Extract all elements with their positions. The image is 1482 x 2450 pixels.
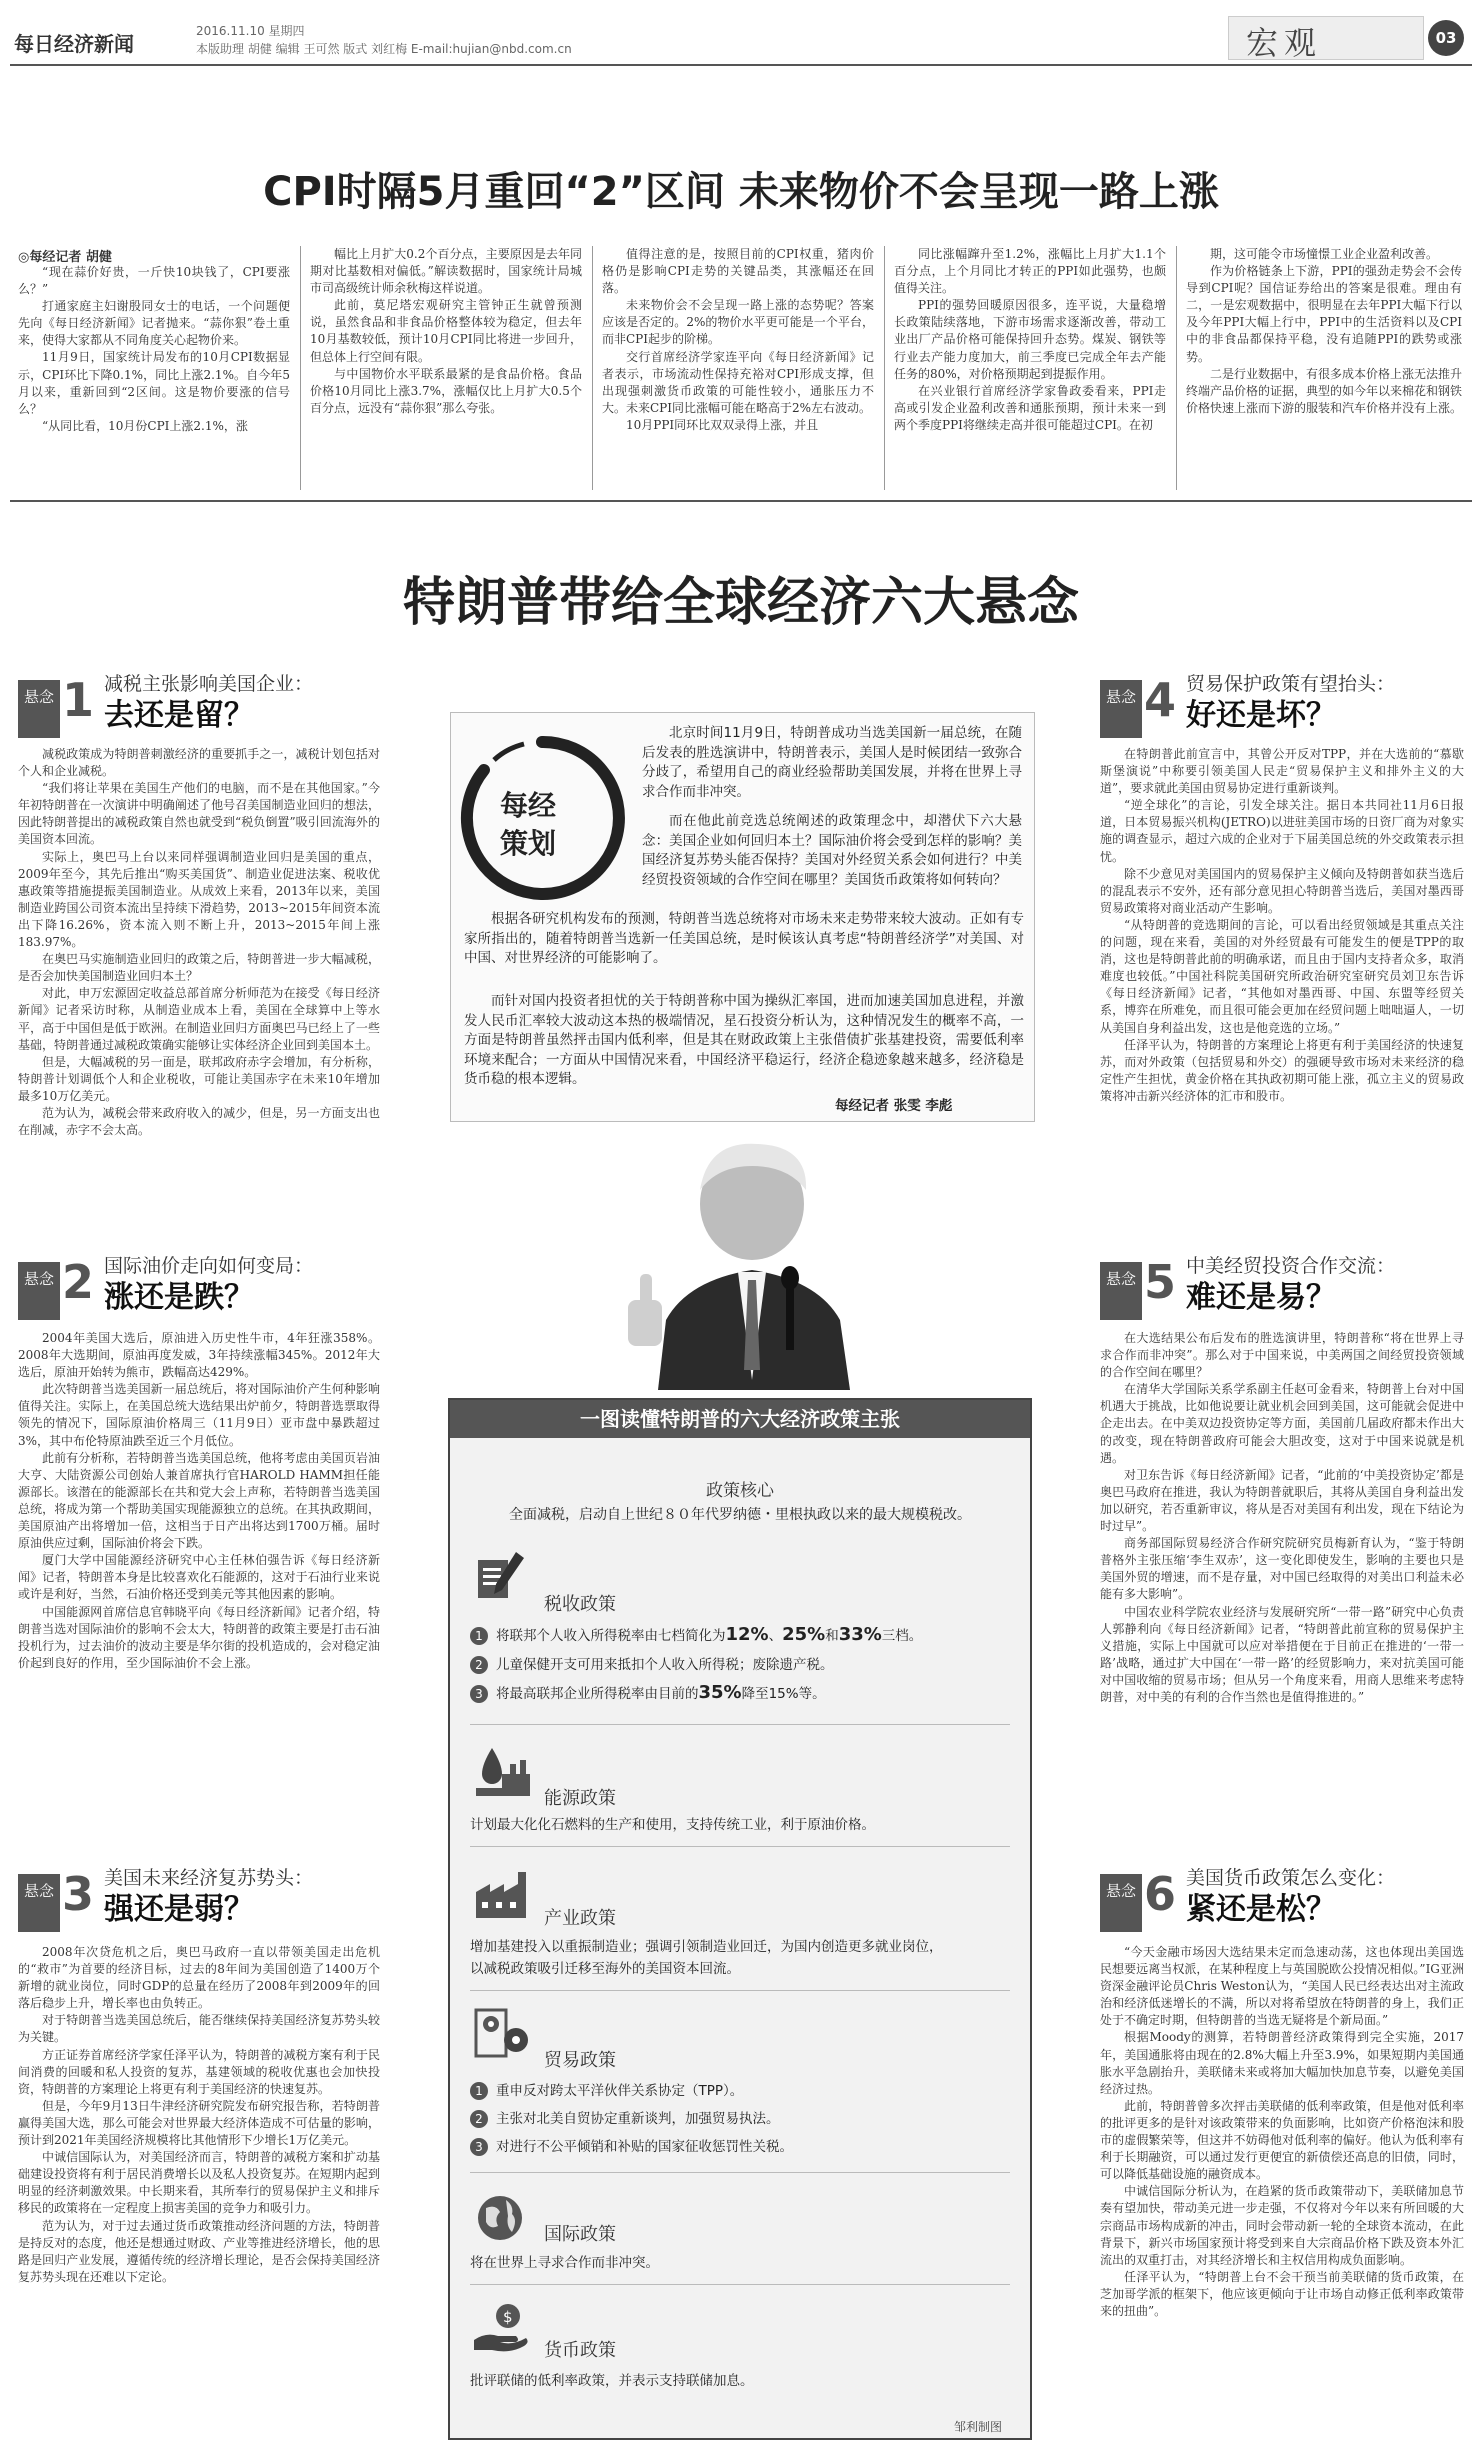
sec4-number: 4 — [1144, 673, 1177, 727]
sec1-subtitle: 去还是留？ — [104, 698, 254, 733]
industry-policy-label: 产业政策 — [544, 1908, 616, 1929]
infobox-credit: 邹利制图 — [954, 2420, 1003, 2434]
sec6-number: 6 — [1144, 1867, 1177, 1921]
section-name: 宏观 — [1246, 24, 1323, 62]
cpi-col-5: 期，这可能令市场憧憬工业企业盈利改善。 作为价格链条上下游，PPI的强劲走势会不会传导到CPI呢？国信证券给出的答案是很难。理由有二，一是宏观数据中，很明显在去年PPI大幅下行以及今年PPI大幅上行中，PPI中的生活资料以及CPI中的非食品都保持平稳，没有追随PPI的跌势或涨势。 二是行业数据中，有很多成本价格上涨无法推升终端产品价格的证据，典型的如今年以来棉花和钢铁价格快速上涨而下游的服装和汽车价格并没有上涨。 — [1186, 247, 1462, 415]
cpi-divider-4 — [1176, 246, 1177, 490]
tax-item-1-num: 1 — [470, 1627, 488, 1645]
staff-line: 本版助理 胡健 编辑 王可然 版式 刘红梅 E-mail:hujian@nbd.com.cn — [196, 42, 572, 56]
svg-text:$: $ — [503, 2308, 513, 2326]
intl-divider — [470, 2284, 1010, 2285]
infobox-title-bar: 一图读懂特朗普的六大经济政策主张 — [450, 1400, 1030, 1438]
cpi-divider-1 — [300, 246, 301, 490]
monetary-text: 批评联储的低利率政策，并表示支持联储加息。 — [470, 2373, 754, 2389]
sec3-number: 3 — [62, 1867, 95, 1921]
energy-policy-label: 能源政策 — [544, 1788, 616, 1809]
page-number: 03 — [1428, 20, 1464, 56]
cpi-col-3: 值得注意的是，按照目前的CPI权重，猪肉价格仍是影响CPI走势的关键品类，其涨幅还在回落。 未来物价会不会呈现一路上涨的态势呢？答案应该是否定的。2%的物价水平更可能是一个平台，而非CPI起步的阶梯。 交行首席经济学家连平向《每日经济新闻》记者表示，市场流动性保持充裕对CPI形成支撑，但出现强刺激货币政策的可能性较小，通胀压力不大。未来CPI同比涨幅可能在略高于2%左右波动。 10月PPI同环比双双录得上涨，并且 — [602, 247, 874, 432]
sec1-number: 1 — [62, 673, 95, 727]
main-headline: 特朗普带给全球经济六大悬念 — [402, 573, 1079, 633]
lead-para-1: 北京时间11月9日，特朗普成功当选美国新一届总统，在随后发表的胜选演讲中，特朗普表示，美国人是时候团结一致弥合分歧了，希望用自己的商业经验帮助美国发展，并将在世界上寻求合作而非冲突。 — [642, 725, 1022, 800]
lead-para-3: 根据各研究机构发布的预测，特朗普当选总统将对市场未来走势带来较大波动。正如有专家所指出的，随着特朗普当选新一任美国总统，是时候该认真考虑“特朗普经济学”对美国、对中国、对世界经济的可能影响了。 — [464, 911, 1024, 966]
sec2-subtitle: 涨还是跌？ — [104, 1280, 254, 1315]
industry-line-2: 以减税政策吸引迁移至海外的美国资本回流。 — [470, 1961, 740, 1977]
sec1-tag: 悬念 — [18, 680, 60, 738]
sec6-body: “今天金融市场因大选结果未定而急速动荡，这也体现出美国选民想要远离当权派，在某种程度上与英国脱欧公投情况相似。”IG亚洲资深金融评论员Chris Weston认为，“美国人民已经表达出对主流政治和经济低迷增长的不满，所以对将希望放在特朗普的身上，我们正处于不确定时期，但特朗普的当选无疑将是个新局面。” 根据Moody的测算，若特朗普经济政策得到完全实施，2017年，美国通胀将由现在的2.8%大幅上升至3.9%，如果短期内美国通胀水平急剧抬升，美联储未来或将加大幅加快加息节奏，以避免美国经济过热。 此前，特朗普曾多次抨击美联储的低利率政策，但是他对低利率的批评更多的是针对该政策带来的负面影响，比如资产价格泡沫和股市的虚假繁荣等，但这并不妨碍他对低利率的偏好。他认为低利率有利于长期融资，可以通过发行更便宜的新债偿还高息的旧债，同时，可以降低基础设施的融资成本。 中诚信国际分析认为，在趋紧的货币政策带动下，美联储加息节奏有望加快，带动美元进一步走强，不仅将对今年以来有所回暖的大宗商品市场构成新的冲击，同时会带动新一轮的全球资本流动，在此背景下，新兴市场国家预计将受到来自大宗商品价格下跌及资本外汇流出的双重打击，对其经济增长和主权信用构成负面影响。 任泽平认为，“特朗普上台不会干预当前美联储的货币政策，在芝加哥学派的框架下，他应该更倾向于让市场自动修正低利率政策带来的扭曲”。 — [1100, 1945, 1464, 2318]
cpi-col-4: 同比涨幅蹿升至1.2%，涨幅比上月扩大1.1个百分点，上个月同比才转正的PPI如此强势，也颇值得关注。 PPI的强势回暖原因很多，连平说，大量稳增长政策陆续落地，下游市场需求逐渐改善，带动工业出厂产品价格可能保持回升态势。煤炭、钢铁等行业去产能力度加大，前三季度已完成全年去产能任务的80%，对价格预期起到提振作用。 在兴业银行首席经济学家鲁政委看来，PPI走高或引发企业盈利改善和通胀预期，预计未来一到两个季度PPI将继续走高并很可能超过CPI。在初 — [894, 247, 1166, 432]
sec4-tag: 悬念 — [1100, 680, 1142, 738]
trade-item-2: 2 主张对北美自贸协定重新谈判，加强贸易执法。 — [470, 2110, 780, 2128]
sec5-tag: 悬念 — [1100, 1262, 1142, 1320]
sec5-subtitle: 难还是易？ — [1186, 1280, 1336, 1315]
sec2-title: 国际油价走向如何变局： — [104, 1255, 314, 1277]
sec4-body: 在特朗普此前宣言中，其曾公开反对TPP，并在大选前的“慕歇斯堡演说”中称要引领美国人民走“贸易保护主义和排外主义的大道”，要求就此美国由贸易协定进行重新谈判。 “逆全球化”的言论，引发全球关注。据日本共同社11月6日报道，日本贸易振兴机构(JETRO)以进驻美国市场的日资厂商为对象实施的调查显示，超过六成的企业对于下届美国总统的外交政策表示担忧。 除不少意见对美国国内的贸易保护主义倾向及特朗普如获当选后的混乱表示不安外，还有部分意见担心特朗普当选后，美国对墨西哥贸易政策将对商业活动产生影响。 “从特朗普的竞选期间的言论，可以看出经贸领域是其重点关注的问题，现在来看，美国的对外经贸最有可能发生的便是TPP的取消，这也是特朗普此前的明确承诺，而且由于国内支持者众多，取消难度也较低。”中国社科院美国研究所政治研究室研究员刘卫东告诉《每日经济新闻》记者，“其他如对墨西哥、中国、东盟等经贸关系，博弈在所难免，而且很可能会更加在经贸问题上咄咄逼人，一切从美国自身利益出发，这也是他竞选的立场。” 任泽平认为，特朗普的方案理论上将更有利于美国经济的快速复苏，而对外政策（包括贸易和外交）的强硬导致市场对未来经济的稳定性产生担忧，黄金价格在其执政初期可能上涨，孤立主义的贸易政策将冲击新兴经济体的汇市和股市。 — [1100, 747, 1464, 1103]
cpi-bottom-rule — [10, 500, 1472, 502]
tax-policy-label: 税收政策 — [544, 1594, 616, 1615]
tax-item-3: 3 将最高联邦企业所得税率由目前的35%降至15%等。 — [470, 1684, 826, 1703]
trump-photo — [618, 1130, 880, 1390]
badge-line-2: 策划 — [500, 827, 557, 860]
industry-divider — [470, 1990, 1010, 1991]
trade-item-2-num: 2 — [470, 2110, 488, 2128]
lead-credit: 每经记者 张雯 李彪 — [835, 1098, 953, 1114]
date-line: 2016.11.10 星期四 — [196, 24, 305, 38]
sec6-tag: 悬念 — [1100, 1874, 1142, 1932]
sec5-body: 在大选结果公布后发布的胜选演讲里，特朗普称“将在世界上寻求合作而非冲突”。那么对于中国来说，中美两国之间经贸投资领域的合作空间在哪里？ 在清华大学国际关系学系副主任赵可金看来，特朗普上台对中国机遇大于挑战，比如他说要让就业机会回到美国，这可能就会促进中企走出去。在中美双边投资协定等方面，美国前几届政府都未作出大的改变，现在特朗普政府可能会大胆改变，这对于中国来说就是机遇。 对卫东告诉《每日经济新闻》记者，“此前的‘中美投资协定’都是奥巴马政府在推进，我认为特朗普就职后，其将从美国自身利益出发加以研究，若否重新审议，将从是否对美国有利出发，现在下结论为时过早”。 商务部国际贸易经济合作研究院研究员梅新育认为，“鉴于特朗普格外主张压缩‘李生双赤’，这一变化即使发生，影响的主要也只是美国外贸的增速，而不是存量，对中国已经取得的对美出口利益未必能有多大影响”。 中国农业科学院农业经济与发展研究所“一带一路”研究中心负责人郭静利向《每日经济新闻》记者，“特朗普此前宣称的贸易保护主义措施，实际上中国就可以应对举措便在于目前正在推进的‘一带一路’战略，通过扩大中国在‘一带一路’的经贸影响力，来对抗美国可能对中国收缩的贸易市场；但从另一个角度来看，用商人思维来考虑特朗普，对中美的有利的合作当然也是值得推进的。” — [1100, 1331, 1464, 1704]
cpi-byline: ◎每经记者 胡健 — [18, 250, 112, 265]
sec5-number: 5 — [1144, 1255, 1177, 1309]
pen-paper-icon — [472, 1548, 534, 1602]
sec5-title: 中美经贸投资合作交流： — [1186, 1255, 1396, 1277]
badge-line-1: 每经 — [500, 789, 557, 822]
tax-item-2-num: 2 — [470, 1656, 488, 1674]
tax-item-1: 1 将联邦个人收入所得税率由七档简化为12%、25%和33%三档。 — [470, 1626, 922, 1645]
intl-policy-label: 国际政策 — [544, 2224, 616, 2245]
trade-item-1: 1 重申反对跨太平洋伙伴关系协定（TPP）。 — [470, 2082, 743, 2100]
sec2-body: 2004年美国大选后，原油进入历史性牛市，4年狂涨358%。2008年大选期间，原油再度发威，3年持续涨幅345%。2012年大选后，原油开始转为熊市，跌幅高达429%。 此次特朗普当选美国新一届总统后，将对国际油价产生何种影响值得关注。实际上，在美国总统大选结果出炉前夕，特朗普选票取得领先的情况下，国际原油价格周三（11月9日）亚市盘中暴跌超过3%，其中布伦特原油跌至近三个月低位。 此前有分析称，若特朗普当选美国总统，他将考虑由美国页岩油大亨、大陆资源公司创始人兼首席执行官HAROLD HAMM担任能源部长。该潜在的能源部长在共和党大会上声称，若特朗普当选美国总统，将成为第一个帮助美国实现能源独立的总统。在其执政期间，美国原油产出将增加一倍，这相当于日产出将达到1700万桶。届时原油供应过剩，国际油价将会下跌。 厦门大学中国能源经济研究中心主任林伯强告诉《每日经济新闻》记者，特朗普本身是比较喜欢化石能源的，这对于石油行业来说或许是利好，当然，石油价格还受到美元等其他因素的影响。 中国能源网首席信息官韩晓平向《每日经济新闻》记者介绍，特朗普当选对国际油价的影响不会太大，特朗普的政策主要是打击石油投机行为，过去油价的波动主要是华尔街的投机造成的，会对稳定油价起到良好的作用，至少国际油价不会上涨。 — [18, 1331, 380, 1670]
sec1-title: 减税主张影响美国企业： — [104, 673, 314, 695]
sec3-body: 2008年次贷危机之后，奥巴马政府一直以带领美国走出危机的“救市”为首要的经济目标，过去的8年间为美国创造了1400万个新增的就业岗位，同时GDP的总量在经历了2008年到2009年的回落后稳步上升，增长率也由负转正。 对于特朗普当选美国总统后，能否继续保持美国经济复苏势头较为关键。 方正证券首席经济学家任泽平认为，特朗普的减税方案有利于民间消费的回暖和私人投资的复苏，基建领域的税收优惠也会加快投资，特朗普的方案理论上将更有利于美国经济的快速复苏。 但是，今年9月13日牛津经济研究院发布研究报告称，若特朗普赢得美国大选，那么可能会对世界最大经济体造成不可估量的影响，预计到2021年美国经济规模将比其他情形下少增长1万亿美元。 中诚信国际认为，对美国经济而言，特朗普的减税方案和扩动基础建设投资将有利于居民消费增长以及私人投资复苏。在短期内起到明显的经济刺激效果。中长期来看，其所奉行的贸易保护主义和排斥移民的政策将在一定程度上损害美国的竞争力和吸引力。 范为认为，对于过去通过货币政策推动经济问题的方法，特朗普是持反对的态度，他还是想通过财政、产业等推进经济增长，他的思路是回归产业发展，遵循传统的经济增长理论，是否会保持美国经济复苏势头现在还难以下定论。 — [18, 1945, 380, 2284]
sec2-tag: 悬念 — [18, 1262, 60, 1320]
cpi-divider-2 — [592, 246, 593, 490]
tax-item-2: 2 儿童保健开支可用来抵扣个人收入所得税；废除遗产税。 — [470, 1656, 834, 1674]
sec3-title: 美国未来经济复苏势头： — [104, 1867, 314, 1889]
energy-divider — [470, 1846, 1010, 1847]
cpi-divider-3 — [884, 246, 885, 490]
tax-item-3-num: 3 — [470, 1685, 488, 1703]
sec4-title: 贸易保护政策有望抬头： — [1186, 673, 1396, 695]
oil-drop-icon — [472, 1744, 534, 1798]
money-hand-icon — [472, 2300, 534, 2354]
cpi-headline: CPI时隔5月重回“2”区间 未来物价不会呈现一路上涨 — [263, 169, 1219, 215]
core-text: 全面减税，启动自上世纪８０年代罗纳德・里根执政以来的最大规模税改。 — [509, 1507, 971, 1523]
header-rule — [10, 64, 1472, 66]
monetary-policy-label: 货币政策 — [544, 2340, 616, 2361]
cpi-col-2: 幅比上月扩大0.2个百分点，主要原因是去年同期对比基数相对偏低。”解读数据时，国家统计局城市司高级统计师余秋梅这样说道。 此前，莫尼塔宏观研究主管钟正生就曾预测说，虽然食品和非食品价格整体较为稳定，但去年10月基数较低，预计10月CPI同比将进一步回升，但总体上行空间有限。 与中国物价水平联系最紧的是食品价格。食品价格10月同比上涨3.7%，涨幅仅比上月扩大0.5个百分点，远没有“蒜你狠”那么夸张。 — [310, 247, 582, 415]
sec6-subtitle: 紧还是松？ — [1186, 1892, 1336, 1927]
sec1-body: 减税政策成为特朗普刺激经济的重要抓手之一，减税计划包括对个人和企业减税。 “我们将让苹果在美国生产他们的电脑，而不是在其他国家。”今年初特朗普在一次演讲中明确阐述了他号召美国制造业回归的想法，因此特朗普提出的减税政策自然也就受到“税负倒置”吸引回流海外的美国资本回流。 实际上，奥巴马上台以来同样强调制造业回归是美国的重点，2009年至今，其先后推出“购买美国货”、制造业促进法案、税收优惠政策等措施提振美国制造业。从成效上来看，2013年以来，美国制造业跨国公司资本流出呈持续下滑趋势，2013~2015年间资本流出下降16.26%，资本流入则不断上升，2013~2015年间上涨183.97%。 在奥巴马实施制造业回归的政策之后，特朗普进一步大幅减税，是否会加快美国制造业回归本土？ 对此，申万宏源固定收益总部首席分析师范为在接受《每日经济新闻》记者采访时称，从制造业成本上看，美国在全球算中上等水平，高于中国但是低于欧洲。在制造业回归方面奥巴马已经上了一些基础，特朗普通过减税政策确实能够让实体经济企业回到美国本土。 但是，大幅减税的另一面是，联邦政府赤字会增加，有分析称，特朗普计划调低个人和企业税收，可能让美国赤字在未来10年增加最多10万亿美元。 范为认为，减税会带来政府收入的减少，但是，另一方面支出也在削减，赤字不会太高。 — [18, 747, 380, 1138]
factory-icon — [472, 1866, 534, 1920]
core-title: 政策核心 — [706, 1481, 774, 1501]
tax-divider — [470, 1724, 1010, 1725]
industry-line-1: 增加基建投入以重振制造业；强调引领制造业回迁，为国内创造更多就业岗位， — [470, 1939, 943, 1955]
masthead: 每日经济新闻 — [14, 32, 134, 56]
sec3-subtitle: 强还是弱？ — [104, 1892, 254, 1927]
energy-text: 计划最大化化石燃料的生产和使用，支持传统工业，利于原油价格。 — [470, 1817, 875, 1833]
trade-item-3-num: 3 — [470, 2138, 488, 2156]
globe-icon — [472, 2192, 534, 2246]
gears-icon — [472, 2006, 534, 2060]
intl-text: 将在世界上寻求合作而非冲突。 — [470, 2255, 659, 2271]
trade-item-1-num: 1 — [470, 2082, 488, 2100]
sec4-subtitle: 好还是坏？ — [1186, 698, 1336, 733]
trade-divider — [470, 2172, 1010, 2173]
trade-policy-label: 贸易政策 — [544, 2050, 616, 2071]
cpi-col-1: “现在蒜价好贵，一斤快10块钱了，CPI要涨么？” 打通家庭主妇谢殷同女士的电话，一个问题便先向《每日经济新闻》记者抛来。“蒜你狠”卷土重来，使得大家都从不同角度关心起物价来。 11月9日，国家统计局发布的10月CPI数据显示，CPI环比下降0.1%，同比上涨2.1%。自今年5月以来，重新回到“2区间。这是物价要涨的信号么？ “从同比看，10月份CPI上涨2.1%，涨 — [18, 265, 290, 433]
lead-para-4: 而针对国内投资者担忧的关于特朗普称中国为操纵汇率国，进而加速美国加息进程，并激发人民币汇率较大波动这本热的极端情况，星石投资分析认为，这种情况发生的概率不高，一方面是特朗普虽然抨击国内低利率，但是其在财政政策上主张借债扩张基建投资，需要低利率环境来配合；一方面从中国情况来看，中国经济平稳运行，经济企稳迹象越来越多，经济稳是货币稳的根本逻辑。 — [464, 993, 1024, 1087]
sec3-tag: 悬念 — [18, 1874, 60, 1932]
sec6-title: 美国货币政策怎么变化： — [1186, 1867, 1396, 1889]
trade-item-3: 3 对进行不公平倾销和补贴的国家征收惩罚性关税。 — [470, 2138, 793, 2156]
sec2-number: 2 — [62, 1255, 95, 1309]
lead-para-2: 而在他此前竞选总统阐述的政策理念中，却潜伏下六大悬念：美国企业如何回归本土？国际油价将会受到怎样的影响？美国经济复苏势头能否保持？美国对外经贸关系会如何进行？中美经贸投资领域的合作空间在哪里？美国货币政策将如何转向？ — [642, 813, 1022, 888]
